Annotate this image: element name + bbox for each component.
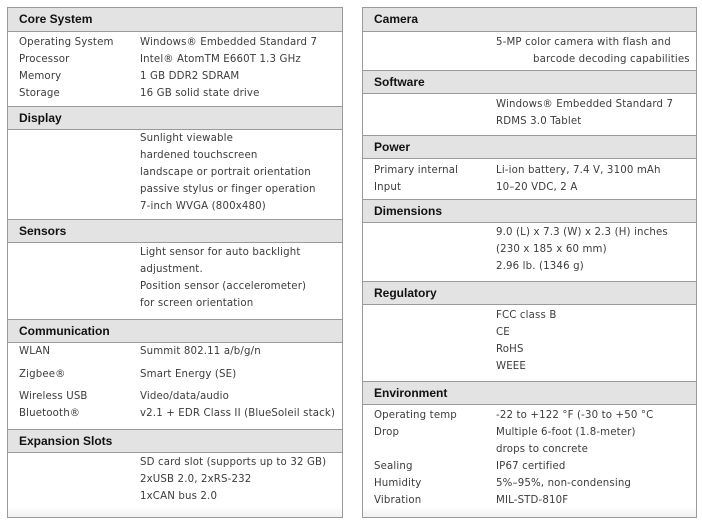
section-header-sensors	[8, 219, 342, 243]
spec-value: FCC class B	[496, 310, 557, 321]
spec-label: Processor	[19, 54, 70, 65]
spec-value: 9.0 (L) x 7.3 (W) x 2.3 (H) inches	[496, 227, 668, 238]
section-header-power	[363, 135, 696, 159]
spec-value: 2.96 lb. (1346 g)	[496, 261, 584, 272]
section-header-display	[8, 106, 342, 130]
section-header-software	[363, 70, 696, 94]
spec-value: (230 x 185 x 60 mm)	[496, 244, 607, 255]
spec-value: Video/data/audio	[140, 391, 229, 402]
spec-value: Multiple 6-foot (1.8-meter)	[496, 427, 636, 438]
spec-value: barcode decoding capabilities	[533, 54, 690, 65]
spec-value: Light sensor for auto backlight	[140, 247, 301, 258]
spec-value: RoHS	[496, 344, 524, 355]
section-header-communication	[8, 319, 342, 343]
section-header-camera	[363, 8, 696, 32]
spec-value: 10–20 VDC, 2 A	[496, 182, 578, 193]
spec-label: Vibration	[374, 495, 422, 506]
spec-label: Memory	[19, 71, 62, 82]
spec-value: Sunlight viewable	[140, 133, 234, 144]
spec-value: MIL-STD-810F	[496, 495, 569, 506]
section-header-dimensions	[363, 199, 696, 223]
spec-label: Humidity	[374, 478, 422, 489]
spec-value: WEEE	[496, 361, 526, 372]
spec-label: Bluetooth®	[19, 408, 81, 419]
spec-label: WLAN	[19, 346, 51, 357]
spec-label: Input	[374, 182, 402, 193]
spec-value: Summit 802.11 a/b/g/n	[140, 346, 261, 357]
spec-value: 5-MP color camera with flash and	[496, 37, 671, 48]
spec-value: Windows® Embedded Standard 7	[496, 99, 674, 110]
section-title: Core System	[19, 12, 93, 26]
spec-value: 16 GB solid state drive	[140, 88, 260, 99]
spec-value: for screen orientation	[140, 298, 254, 309]
section-title: Power	[374, 140, 411, 154]
spec-value: hardened touchscreen	[140, 150, 258, 161]
spec-value: IP67 certified	[496, 461, 566, 472]
spec-value: 5%–95%, non-condensing	[496, 478, 632, 489]
section-title: Display	[19, 111, 62, 125]
left-spec-column	[7, 7, 343, 518]
section-title: Sensors	[19, 224, 67, 238]
spec-value: Li-ion battery, 7.4 V, 3100 mAh	[496, 165, 661, 176]
section-title: Dimensions	[374, 204, 443, 218]
section-title: Expansion Slots	[19, 434, 113, 448]
spec-value: passive stylus or finger operation	[140, 184, 316, 195]
spec-value: 1xCAN bus 2.0	[140, 491, 218, 502]
spec-value: SD card slot (supports up to 32 GB)	[140, 457, 327, 468]
spec-label: Drop	[374, 427, 400, 438]
section-title: Regulatory	[374, 286, 437, 300]
spec-value: RDMS 3.0 Tablet	[496, 116, 582, 127]
spec-label: Zigbee®	[19, 369, 66, 380]
spec-label: Operating System	[19, 37, 114, 48]
section-header-environment	[363, 381, 696, 405]
section-title: Environment	[374, 386, 448, 400]
spec-label: Primary internal	[374, 165, 459, 176]
spec-value: 1 GB DDR2 SDRAM	[140, 71, 240, 82]
section-title: Software	[374, 75, 425, 89]
section-header-expansion-slots	[8, 429, 342, 453]
spec-label: Operating temp	[374, 410, 457, 421]
spec-value: landscape or portrait orientation	[140, 167, 311, 178]
spec-label: Storage	[19, 88, 60, 99]
spec-label: Wireless USB	[19, 391, 88, 402]
spec-value: Windows® Embedded Standard 7	[140, 37, 318, 48]
spec-value: Position sensor (accelerometer)	[140, 281, 307, 292]
spec-value: 2xUSB 2.0, 2xRS-232	[140, 474, 252, 485]
spec-value: Intel® AtomTM E660T 1.3 GHz	[140, 54, 301, 65]
section-title: Communication	[19, 324, 110, 338]
spec-label: Sealing	[374, 461, 413, 472]
bottom-fade	[363, 507, 696, 517]
section-title: Camera	[374, 12, 419, 26]
spec-value: v2.1 + EDR Class II (BlueSoleil stack)	[140, 408, 336, 419]
spec-value: CE	[496, 327, 510, 338]
spec-value: Smart Energy (SE)	[140, 369, 237, 380]
spec-value: 7-inch WVGA (800x480)	[140, 201, 266, 212]
section-header-regulatory	[363, 281, 696, 305]
spec-value: drops to concrete	[496, 444, 589, 455]
section-header-core-system	[8, 8, 342, 32]
right-spec-column	[362, 7, 697, 518]
bottom-fade	[8, 507, 342, 517]
spec-value: adjustment.	[140, 264, 203, 275]
spec-value: -22 to +122 °F (-30 to +50 °C	[496, 410, 654, 421]
